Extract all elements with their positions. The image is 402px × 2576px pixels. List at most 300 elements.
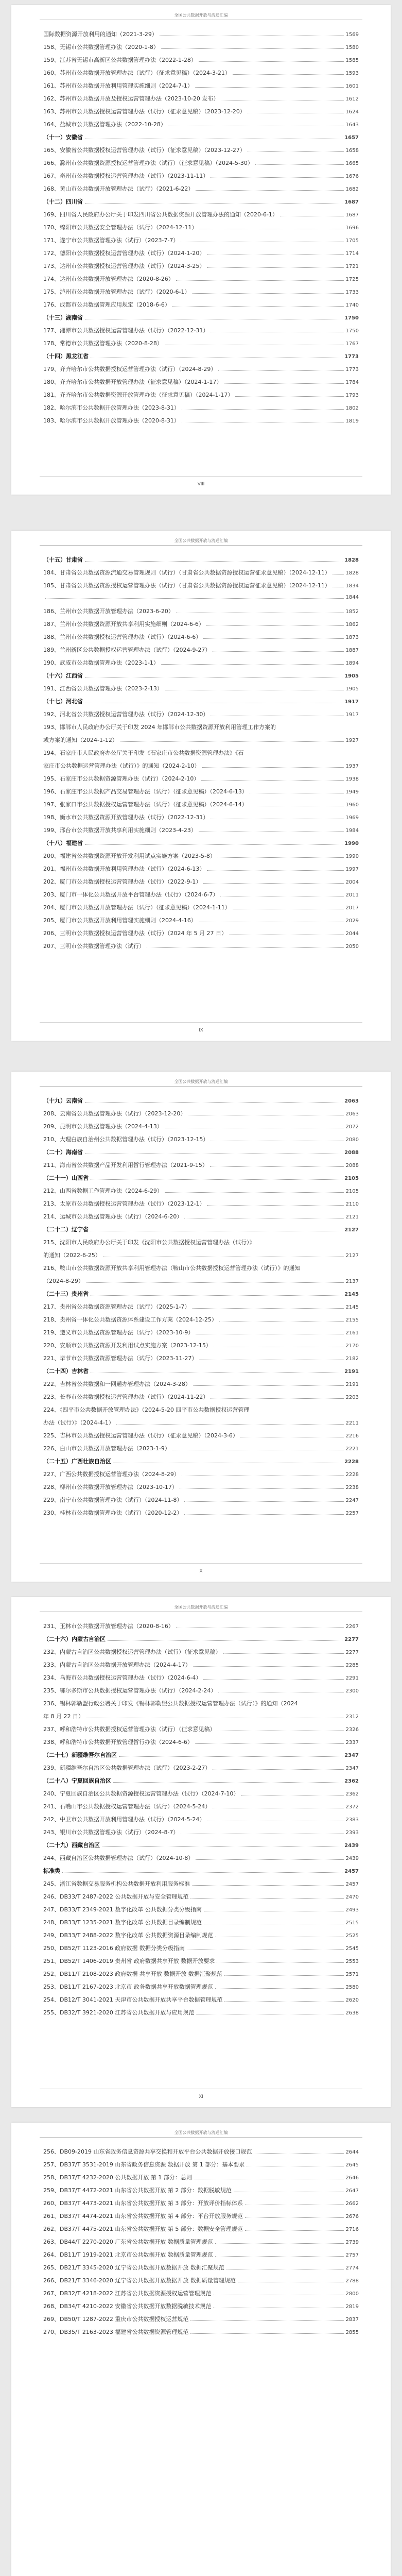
toc-entry[interactable] <box>43 800 359 813</box>
toc-entry[interactable] <box>43 852 359 865</box>
toc-entry-title: 195、石家庄市公共数据资源管理办法（试行）（2024-2-10） <box>43 775 200 782</box>
toc-leader-dots <box>218 366 343 371</box>
toc-entry[interactable] <box>43 236 359 249</box>
toc-entry[interactable] <box>43 787 359 800</box>
toc-leader-dots <box>190 1894 343 1899</box>
toc-leader-dots <box>204 1907 344 1911</box>
toc-entry-title: 227、广西公共数据授权运营管理办法（2024-8-29） <box>43 1471 180 1478</box>
toc-entry[interactable] <box>43 159 359 172</box>
toc-entry[interactable] <box>43 416 359 429</box>
toc-entry[interactable] <box>43 1405 359 1418</box>
footer-divider <box>40 476 362 477</box>
toc-entry[interactable] <box>43 2147 359 2160</box>
toc-entry[interactable] <box>43 94 359 107</box>
toc-entry-page: 1773 <box>344 354 359 360</box>
toc-entry-page: 2161 <box>345 1330 359 1336</box>
toc-entry[interactable] <box>43 184 359 197</box>
toc-leader-dots <box>85 840 342 845</box>
toc-entry[interactable] <box>43 1789 359 1802</box>
toc-entry[interactable] <box>43 2186 359 2199</box>
toc-leader-dots <box>207 263 343 268</box>
toc-entry-title: （十六）江西省 <box>43 672 83 679</box>
toc-entry-page: 2347 <box>344 1753 359 1758</box>
toc-entry-title: 226、白山市公共数据开放管理办法（2023-1-9） <box>43 1445 170 1452</box>
toc-entry[interactable] <box>43 1354 359 1367</box>
toc-entry[interactable] <box>43 1944 359 1957</box>
toc-entry-title: 165、安徽省公共数据授权运营管理办法（试行）（征求意见稿）（2023-12-27） <box>43 147 246 154</box>
toc-section-heading[interactable] <box>43 1225 359 1238</box>
toc-entry-title: （二十九）西藏自治区 <box>43 1842 100 1849</box>
toc-entry[interactable] <box>43 916 359 929</box>
toc-entry-page: 2228 <box>344 1459 359 1465</box>
toc-entry[interactable] <box>43 723 359 736</box>
toc-section-heading[interactable] <box>43 671 359 684</box>
toc-entry[interactable] <box>43 581 359 594</box>
toc-leader-dots <box>181 1829 343 1834</box>
toc-entry[interactable] <box>43 813 359 826</box>
toc-entry[interactable] <box>43 1879 359 1892</box>
toc-entry[interactable] <box>43 633 359 646</box>
toc-entry-page: 2121 <box>345 1214 359 1220</box>
toc-entry[interactable] <box>43 2276 359 2289</box>
toc-leader-dots <box>215 2252 344 2257</box>
toc-entry[interactable] <box>43 1483 359 1496</box>
toc-entry[interactable] <box>43 1982 359 1995</box>
toc-leader-dots <box>213 2303 343 2308</box>
toc-entry[interactable] <box>43 1496 359 1509</box>
toc-entry[interactable] <box>43 2199 359 2212</box>
toc-leader-dots <box>250 802 344 806</box>
toc-entry-title: 220、安顺市公共数据资源开发利用试点实施方案（2023-12-15） <box>43 1342 212 1349</box>
toc-entry-page: 2277 <box>345 1650 359 1655</box>
toc-section-heading[interactable] <box>43 313 359 326</box>
toc-leader-dots <box>182 418 344 422</box>
toc-entry-page: 2291 <box>345 1675 359 1681</box>
toc-entry-page: 2571 <box>345 1972 359 1977</box>
toc-section-heading[interactable] <box>43 1635 359 1648</box>
toc-entry[interactable] <box>43 146 359 159</box>
toc-entry[interactable] <box>43 1725 359 1738</box>
toc-entry-page: 2580 <box>345 1985 359 1990</box>
toc-entry[interactable] <box>43 865 359 877</box>
toc-entry-page: 2525 <box>345 1933 359 1939</box>
toc-entry-page: 1917 <box>344 699 359 705</box>
toc-entry[interactable] <box>43 1264 359 1277</box>
toc-entry-page: 2228 <box>345 1472 359 1478</box>
toc-entry-title: 国际数据资源开放利用的通知（2021-3-29） <box>43 31 158 38</box>
toc-leader-dots <box>85 199 342 204</box>
toc-entry[interactable] <box>43 1161 359 1174</box>
toc-entry[interactable] <box>43 1995 359 2008</box>
toc-entry[interactable] <box>43 1509 359 1521</box>
toc-entry[interactable] <box>43 774 359 787</box>
toc-entry[interactable] <box>43 1444 359 1457</box>
toc-entry[interactable] <box>43 1199 359 1212</box>
toc-leader-dots <box>211 328 343 332</box>
toc-entry[interactable] <box>43 658 359 671</box>
toc-entry-title: 197、张家口市公共数据授权运营管理办法（试行）（征求意见稿）（2024-6-14） <box>43 801 248 808</box>
toc-entry[interactable] <box>43 1931 359 1944</box>
toc-entry[interactable] <box>43 607 359 620</box>
toc-leader-dots <box>195 1739 344 1744</box>
toc-entry[interactable] <box>43 339 359 352</box>
toc-entry-page: 2216 <box>345 1433 359 1439</box>
toc-entry[interactable] <box>43 1892 359 1905</box>
toc-leader-dots <box>211 1394 343 1399</box>
toc-entry[interactable] <box>43 1957 359 1970</box>
toc-section-heading[interactable] <box>43 1751 359 1764</box>
toc-entry-title: 237、呼和浩特市公共数据授权运营管理办法（试行）（征求意见稿） <box>43 1726 216 1733</box>
toc-entry[interactable] <box>43 1622 359 1635</box>
toc-entry-title: 176、成都市公共数据管理应用规定（2018-6-6） <box>43 301 170 308</box>
toc-entry[interactable] <box>43 1277 359 1290</box>
toc-entry[interactable] <box>43 826 359 839</box>
toc-entry-page: 1984 <box>345 828 359 834</box>
toc-entry[interactable] <box>43 120 359 133</box>
toc-section-heading[interactable] <box>43 1841 359 1854</box>
toc-entry-page: 1665 <box>345 161 359 166</box>
toc-entry-title: 189、兰州新区公共数据授权运营管理办法（试行）（2024-9-27） <box>43 647 211 653</box>
toc-entry[interactable] <box>43 1328 359 1341</box>
toc-entry-page: 2757 <box>345 2252 359 2258</box>
toc-entry[interactable] <box>43 1431 359 1444</box>
toc-entry[interactable] <box>43 684 359 697</box>
toc-entry[interactable] <box>43 69 359 81</box>
toc-entry-page: 2127 <box>344 1227 359 1233</box>
toc-entry-title: 206、三明市公共数据授权运营管理办法（试行）（2024 年 5 月 27 日） <box>43 930 227 937</box>
toc-entry[interactable] <box>43 1648 359 1660</box>
toc-entry-page: 1750 <box>344 315 359 321</box>
toc-entry[interactable] <box>43 1764 359 1776</box>
toc-leader-dots <box>234 2188 344 2192</box>
toc-entry-page: 2739 <box>345 2240 359 2245</box>
toc-entry-page: 2145 <box>345 1304 359 1310</box>
toc-entry-page: 2362 <box>345 1791 359 1797</box>
toc-entry[interactable] <box>43 1341 359 1354</box>
toc-section-heading[interactable] <box>43 697 359 710</box>
toc-entry[interactable] <box>43 1828 359 1841</box>
toc-section-heading[interactable] <box>43 1867 359 1879</box>
toc-entry-title: （二十七）新疆维吾尔自治区 <box>43 1752 117 1758</box>
toc-entry[interactable] <box>43 903 359 916</box>
toc-section-heading[interactable] <box>43 555 359 568</box>
toc-leader-dots <box>233 905 344 909</box>
toc-entry[interactable] <box>43 2225 359 2238</box>
toc-leader-dots <box>182 1471 344 1476</box>
header-divider <box>40 545 362 546</box>
toc-section-heading[interactable] <box>43 133 359 146</box>
toc-leader-dots <box>333 570 344 574</box>
toc-leader-dots <box>165 1188 344 1193</box>
toc-entry[interactable] <box>43 1470 359 1483</box>
toc-leader-dots <box>182 405 344 410</box>
toc-section-heading[interactable] <box>43 1367 359 1380</box>
toc-leader-dots <box>168 122 344 126</box>
toc-entry[interactable] <box>43 761 359 774</box>
toc-entry-title: 247、DB33/T 2349-2021 数字化改革 公共数据分类分级指南 <box>43 1906 202 1913</box>
toc-leader-dots <box>91 1227 342 1231</box>
toc-entry-page: 2170 <box>345 1343 359 1349</box>
toc-entry-title: 205、厦门市公共数据开放利用管理实施细则（2024-4-16） <box>43 917 197 924</box>
toc-section-heading[interactable] <box>43 1776 359 1789</box>
toc-entry[interactable] <box>43 2238 359 2250</box>
toc-entry[interactable] <box>43 1315 359 1328</box>
toc-leader-dots <box>238 2278 344 2282</box>
page-header: 全国公共数据开放与流通汇编 <box>174 1079 228 1084</box>
toc-entry-title: 222、吉林省公共数据和一网通办管理办法（2024-3-28） <box>43 1381 191 1387</box>
toc-entry[interactable] <box>43 1712 359 1725</box>
toc-entry[interactable] <box>43 620 359 633</box>
toc-entry-page: 2515 <box>345 1920 359 1926</box>
toc-entry[interactable] <box>43 1918 359 1931</box>
document-page-5 <box>11 2123 391 2576</box>
toc-entry-title: 159、江苏省无锡市高新区公共数据管理办法（2022-1-28） <box>43 57 197 63</box>
toc-entry[interactable] <box>43 287 359 300</box>
toc-leader-dots <box>220 892 343 896</box>
toc-entry-page: 1990 <box>345 854 359 859</box>
toc-section-heading[interactable] <box>43 1174 359 1187</box>
toc-entry[interactable] <box>43 1699 359 1712</box>
toc-entry-page: 2127 <box>345 1253 359 1259</box>
toc-entry[interactable] <box>43 378 359 391</box>
toc-entry[interactable] <box>43 172 359 184</box>
toc-leader-dots <box>248 109 344 113</box>
page-header: 全国公共数据开放与流通汇编 <box>174 2130 228 2135</box>
toc-leader-dots <box>215 1984 344 1989</box>
toc-entry[interactable] <box>43 1187 359 1199</box>
toc-section-heading[interactable] <box>43 197 359 210</box>
toc-entry[interactable] <box>43 391 359 403</box>
toc-entry[interactable] <box>43 81 359 94</box>
toc-entry-page: 1905 <box>345 686 359 692</box>
toc-entry-title: 251、DB52/T 1406-2019 贵州省 政府数据共享开放 数据开放要求 <box>43 1958 215 1964</box>
toc-entry-page: 1657 <box>344 135 359 141</box>
toc-entry-page: 1624 <box>345 109 359 115</box>
toc-section-heading[interactable] <box>43 352 359 365</box>
toc-entry-page: 1658 <box>345 148 359 154</box>
toc-entry[interactable] <box>43 877 359 890</box>
toc-entry-page: 1601 <box>345 83 359 89</box>
toc-leader-dots <box>165 341 344 345</box>
toc-leader-dots <box>85 315 342 319</box>
toc-entry[interactable] <box>43 365 359 378</box>
toc-entry-page: 1949 <box>345 789 359 795</box>
toc-entry[interactable] <box>43 2008 359 2021</box>
toc-leader-dots <box>213 1765 343 1770</box>
toc-entry-page: 2050 <box>345 944 359 950</box>
toc-entry[interactable] <box>43 300 359 313</box>
toc-leader-dots <box>113 1459 342 1463</box>
header-divider <box>40 2137 362 2138</box>
page-number: VIII <box>197 481 205 486</box>
toc-leader-dots <box>116 1420 344 1425</box>
toc-leader-dots <box>181 238 343 242</box>
toc-entry[interactable] <box>43 2328 359 2341</box>
toc-leader-dots <box>113 1778 342 1783</box>
toc-entry-page: 2110 <box>345 1201 359 1207</box>
toc-entry[interactable] <box>43 736 359 749</box>
toc-entry[interactable] <box>43 1905 359 1918</box>
toc-entry[interactable] <box>43 1251 359 1264</box>
toc-entry[interactable] <box>43 2263 359 2276</box>
toc-entry-title: 268、DB34/T 4210-2022 安徽省公共数据开放数据脱敏技术规范 <box>43 2303 212 2310</box>
toc-entry-page: 1938 <box>345 776 359 782</box>
toc-entry-page: 2080 <box>345 1137 359 1143</box>
toc-entry-page: 2676 <box>345 2214 359 2219</box>
toc-entry[interactable] <box>43 749 359 761</box>
toc-entry[interactable] <box>43 2302 359 2315</box>
toc-entry-page: 2044 <box>345 931 359 937</box>
toc-entry-title: （二十三）贵州省 <box>43 1291 89 1297</box>
toc-entry[interactable] <box>43 1970 359 1982</box>
toc-entry-title: 230、桂林市公共数据管理办法（试行）（2020-12-2） <box>43 1510 183 1516</box>
toc-entry[interactable] <box>43 710 359 723</box>
toc-entry[interactable] <box>43 107 359 120</box>
toc-leader-dots <box>91 1175 342 1180</box>
toc-entry-title: 186、兰州市公共数据开放管理办法（2023-6-20） <box>43 608 174 615</box>
toc-entry[interactable] <box>43 30 359 43</box>
toc-entry-title: 193、邯郸市人民政府办公厅关于印发 2024 年邯郸市公共数据资源开放利用管理工作方案的 <box>43 724 276 731</box>
toc-leader-dots <box>190 2316 343 2321</box>
page-footer <box>11 481 391 486</box>
toc-leader-dots <box>120 737 344 742</box>
toc-leader-dots <box>196 1330 343 1334</box>
toc-section-heading[interactable] <box>43 1290 359 1302</box>
toc-entry-page: 1676 <box>345 174 359 179</box>
toc-entry-title: 190、武威市公共数据管理办法（2023-1-1） <box>43 659 159 666</box>
toc-leader-dots <box>207 1201 343 1206</box>
toc-entry[interactable] <box>43 2173 359 2186</box>
toc-entry[interactable] <box>43 942 359 955</box>
toc-leader-dots <box>211 815 343 819</box>
toc-entry-page: 2662 <box>345 2201 359 2207</box>
toc-entry-page: 2182 <box>345 1356 359 1362</box>
toc-section-heading[interactable] <box>43 1457 359 1470</box>
toc-entry-title: 225、吉林市公共数据授权运营管理办法（试行）（征求意见稿）（2024-3-6） <box>43 1432 238 1439</box>
toc-entry-page: 2337 <box>345 1740 359 1745</box>
toc-entry[interactable] <box>43 1660 359 1673</box>
page-number: IX <box>199 1027 203 1032</box>
toc-entry[interactable] <box>43 1122 359 1135</box>
toc-entry-page: 2145 <box>344 1292 359 1297</box>
toc-entry-title: 255、DB32/T 3921-2020 江苏省公共数据开放与应用规范 <box>43 2009 195 2016</box>
toc-leader-dots <box>180 1484 344 1489</box>
toc-entry[interactable] <box>43 43 359 56</box>
toc-entry[interactable] <box>43 1380 359 1393</box>
toc-entry[interactable] <box>43 262 359 275</box>
toc-entry[interactable] <box>43 1673 359 1686</box>
document-page-1 <box>11 5 391 495</box>
toc-entry-page: 2312 <box>345 1714 359 1720</box>
toc-entry-page: 1873 <box>345 635 359 640</box>
toc-entry-page: 1687 <box>344 199 359 205</box>
toc-entry[interactable] <box>43 2289 359 2302</box>
toc-leader-dots <box>207 866 343 871</box>
toc-entry-title: 182、哈尔滨市公共数据开放管理办法（2023-8-31） <box>43 404 180 411</box>
footer-divider <box>40 1563 362 1564</box>
toc-leader-dots <box>248 147 344 152</box>
toc-entry-page: 2029 <box>345 918 359 924</box>
toc-leader-dots <box>91 353 342 358</box>
toc-entry-title: 231、玉林市公共数据开放管理办法（2020-8-16） <box>43 1623 174 1630</box>
toc-entry-page: 2326 <box>345 1727 359 1733</box>
toc-leader-dots <box>194 2175 344 2179</box>
document-page-2 <box>11 531 391 1041</box>
toc-entry-page: 2247 <box>345 1498 359 1503</box>
toc-entry[interactable] <box>43 2212 359 2225</box>
toc-leader-dots <box>250 789 344 793</box>
toc-entry[interactable] <box>43 1109 359 1122</box>
toc-entry[interactable] <box>43 2160 359 2173</box>
toc-entry[interactable] <box>43 223 359 236</box>
toc-entry-title: 250、DB52/T 1123-2016 政府数据 数据分类分级指南 <box>43 1945 185 1952</box>
toc-leader-dots <box>91 1368 342 1373</box>
toc-entry[interactable] <box>43 594 359 607</box>
toc-entry-title: （十七）河北省 <box>43 698 83 705</box>
toc-leader-dots <box>187 1945 344 1950</box>
toc-leader-dots <box>165 1124 344 1128</box>
toc-entry-title: 168、黄山市公共数据开放管理办法（试行）（2021-6-22） <box>43 185 194 192</box>
toc-entry[interactable] <box>43 2250 359 2263</box>
toc-leader-dots <box>176 1623 344 1628</box>
toc-entry-page: 1905 <box>344 673 359 679</box>
toc-entry-page: 2088 <box>345 1163 359 1168</box>
toc-entry-page: 2155 <box>345 1317 359 1323</box>
toc-entry[interactable] <box>43 1686 359 1699</box>
toc-entry-page: 2800 <box>345 2291 359 2297</box>
toc-entry-title: （二十一）山西省 <box>43 1175 89 1181</box>
toc-entry-page: 1793 <box>345 393 359 398</box>
toc-entry[interactable] <box>43 1393 359 1405</box>
toc-entry[interactable] <box>43 1302 359 1315</box>
toc-entry[interactable] <box>43 1135 359 1148</box>
toc-entry-title: 223、长春市公共数据授权运营管理办法（试行）（2024-11-22） <box>43 1394 209 1400</box>
toc-leader-dots <box>160 31 344 36</box>
toc-entry[interactable] <box>43 929 359 942</box>
toc-entry[interactable] <box>43 326 359 339</box>
toc-entry[interactable] <box>43 1238 359 1251</box>
toc-leader-dots <box>161 44 344 49</box>
toc-section-heading[interactable] <box>43 1096 359 1109</box>
toc-entry[interactable] <box>43 1815 359 1828</box>
toc-entry[interactable] <box>43 1802 359 1815</box>
toc-section-heading[interactable] <box>43 1148 359 1161</box>
toc-entry[interactable] <box>43 210 359 223</box>
toc-entry-page: 1894 <box>345 660 359 666</box>
toc-entry[interactable] <box>43 1418 359 1431</box>
toc-entry[interactable] <box>43 56 359 69</box>
toc-entry[interactable] <box>43 1854 359 1867</box>
toc-entry[interactable] <box>43 275 359 287</box>
toc-section-heading[interactable] <box>43 839 359 852</box>
toc-entry[interactable] <box>43 646 359 658</box>
toc-leader-dots <box>190 2329 343 2334</box>
toc-entry[interactable] <box>43 249 359 262</box>
page-footer <box>11 1568 391 1573</box>
toc-entry-title: 238、呼和浩特市公共数据开放管理暂行办法（2024-6-6） <box>43 1739 193 1745</box>
toc-entry-title: 162、苏州市公共数据开放及授权运营管理办法（2023-10-20 发布） <box>43 95 219 102</box>
toc-entry[interactable] <box>43 890 359 903</box>
toc-entry-title: 192、河北省公共数据授权运营管理办法（试行）（2024-12-30） <box>43 711 209 718</box>
toc-entry[interactable] <box>43 403 359 416</box>
table-of-contents <box>43 2147 359 2341</box>
toc-entry[interactable] <box>43 1738 359 1751</box>
toc-entry-title: 161、苏州市公共数据开放利用管理实施细则（2024-7-1） <box>43 82 193 89</box>
toc-entry-title: 201、福州市公共数据开放利用管理办法（试行）（2024-6-13） <box>43 866 205 872</box>
toc-entry[interactable] <box>43 2315 359 2328</box>
toc-entry[interactable] <box>43 568 359 581</box>
toc-entry[interactable] <box>43 1212 359 1225</box>
